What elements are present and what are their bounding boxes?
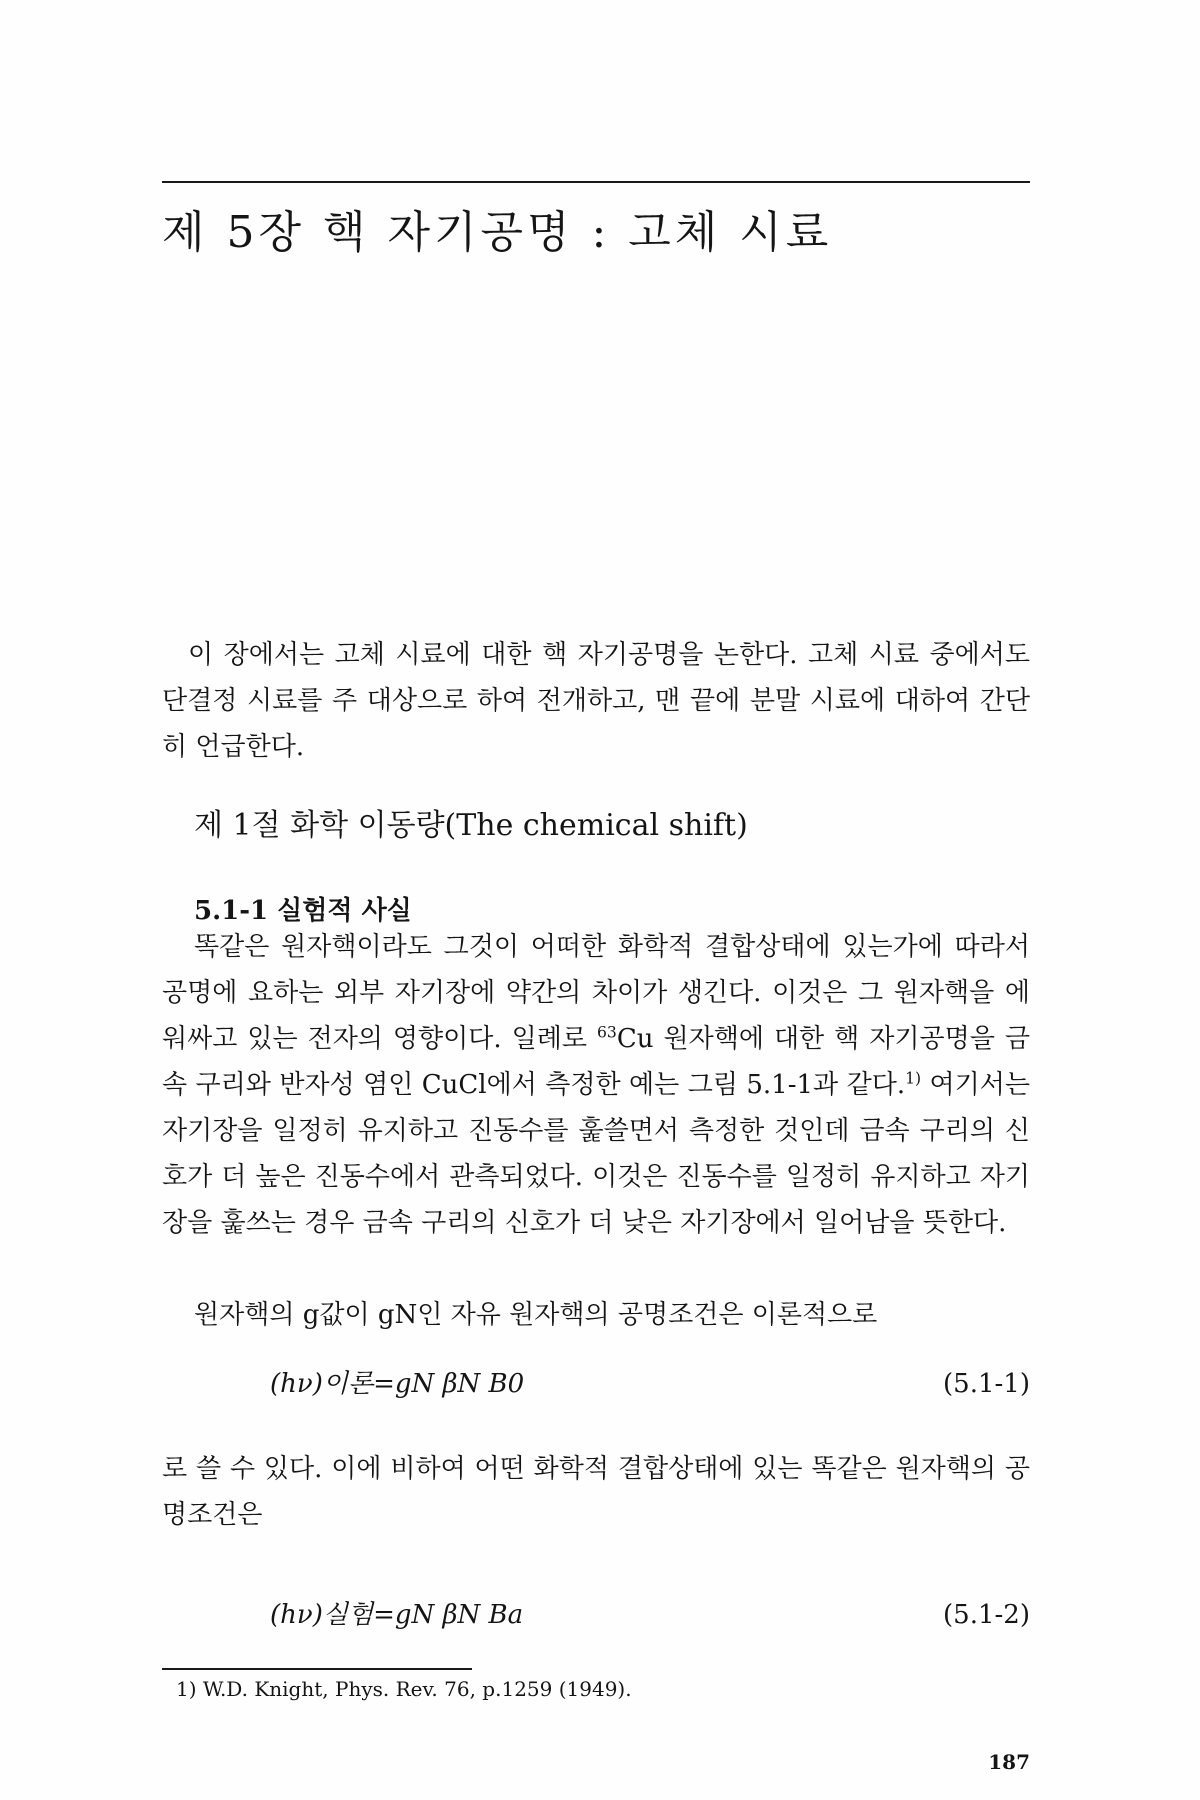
footnote-rule (162, 1668, 472, 1670)
paragraph-text-part3: 여기서는 자기장을 일정히 유지하고 진동수를 훑쓸면서 측정한 것인데 금속 구리의 신호가 더 높은 진동수에서 관측되었다. 이것은 진동수를 일정히 유지하고 자기장을 훑쓰는 경우 금속 구리의 신호가 더 낮은 자기장에서 일어남을 뜻한다. (162, 1070, 1031, 1238)
experimental-facts-paragraph (162, 924, 1030, 1246)
chapter-title: 제 5장 핵 자기공명 : 고체 시료 (162, 207, 833, 258)
equation-number: (5.1-1) (943, 1369, 1030, 1399)
footnote-reference[interactable]: 1) (905, 1069, 922, 1088)
paragraph-text-part2: Cu 원자핵에 대한 핵 자기공명을 금속 구리와 반자성 염인 CuCl에서 측정한 예는 그림 5.1-1과 같다. (162, 1024, 1030, 1100)
equation-5-1-1 (162, 1364, 1030, 1404)
equation-formula: (hν)이론=gN βN B0 (270, 1369, 525, 1399)
chemical-state-paragraph: 로 쓸 수 있다. 이에 비하여 어떤 화학적 결합상태에 있는 똑같은 원자핵의 공명조건은 (162, 1454, 1030, 1530)
page-number: 187 (988, 1750, 1030, 1774)
paragraph-text-part1: 똑같은 원자핵이라도 그것이 어떠한 화학적 결합상태에 있는가에 따라서 공명에 요하는 외부 자기장에 약간의 차이가 생긴다. 이것은 그 원자핵을 에워싸고 있는 전자의 영향이다. 일례로 (162, 932, 1030, 1054)
equation-5-1-2 (162, 1595, 1030, 1635)
top-rule (162, 181, 1030, 183)
equation-formula: (hν)실험=gN βN Ba (270, 1600, 524, 1630)
footnote: 1) W.D. Knight, Phys. Rev. 76, p.1259 (1949). (176, 1677, 632, 1701)
subsection-title: 5.1-1 실험적 사실 (194, 896, 412, 926)
intro-paragraph: 이 장에서는 고체 시료에 대한 핵 자기공명을 논한다. 고체 시료 중에서도 단결정 시료를 주 대상으로 하여 전개하고, 맨 끝에 분말 시료에 대하여 간단히 언급한다. (162, 640, 1030, 762)
resonance-condition-paragraph: 원자핵의 g값이 gN인 자유 원자핵의 공명조건은 이론적으로 (194, 1300, 878, 1330)
equation-number: (5.1-2) (943, 1600, 1030, 1630)
isotope-mass-number: 63 (597, 1023, 617, 1042)
section-title: 제 1절 화학 이동량(The chemical shift) (194, 808, 748, 843)
